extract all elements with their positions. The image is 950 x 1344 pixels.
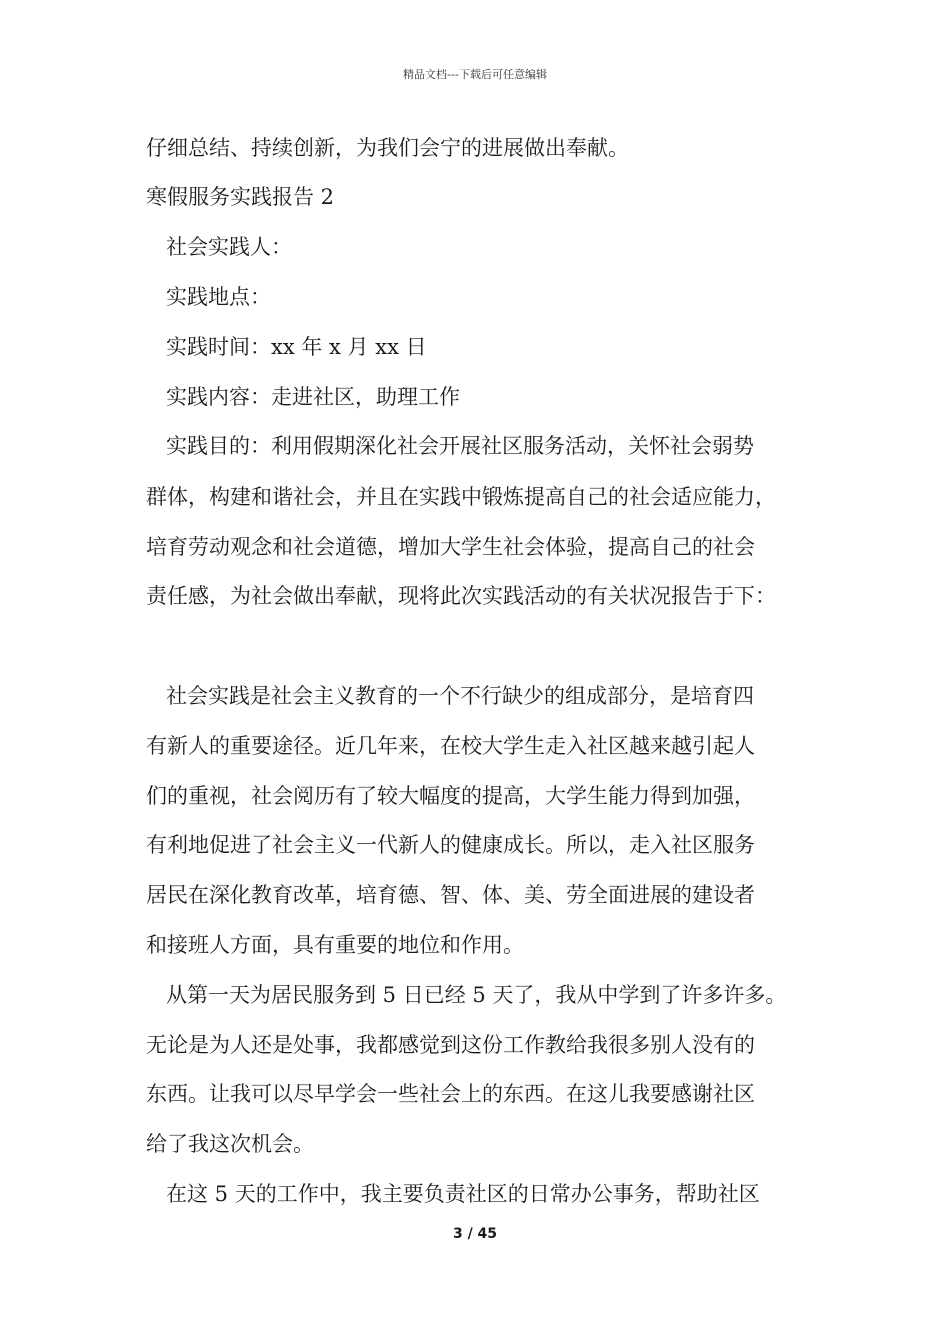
text-line: 社会实践是社会主义教育的一个不行缺少的组成部分，是培育四 — [166, 684, 754, 708]
text-line: 培育劳动观念和社会道德，增加大学生社会体验，提高自己的社会 — [146, 535, 755, 559]
text-line: 东西。让我可以尽早学会一些社会上的东西。在这儿我要感谢社区 — [146, 1082, 755, 1106]
text-line: 有利地促进了社会主义一代新人的健康成长。所以，走入社区服务 — [146, 833, 755, 857]
text-line: 无论是为人还是处事，我都感觉到这份工作教给我很多别人没有的 — [146, 1033, 755, 1057]
text-line: 居民在深化教育改革，培育德、智、体、美、劳全面进展的建设者 — [146, 883, 755, 907]
text-line: 群体，构建和谐社会，并且在实践中锻炼提高自己的社会适应能力， — [146, 485, 776, 509]
text-line: 从第一天为居民服务到 5 日已经 5 天了，我从中学到了许多许多。 — [166, 983, 787, 1007]
text-line: 们的重视，社会阅历有了较大幅度的提高，大学生能力得到加强， — [146, 784, 755, 808]
text-line: 社会实践人： — [166, 235, 292, 259]
section-heading: 寒假服务实践报告 2 — [146, 185, 335, 209]
text-line: 给了我这次机会。 — [146, 1132, 314, 1156]
text-line: 在这 5 天的工作中，我主要负责社区的日常办公事务，帮助社区 — [166, 1182, 760, 1206]
page-header: 精品文档---下载后可任意编辑 — [403, 68, 547, 81]
page-number: 3 / 45 — [452, 1226, 498, 1242]
text-line: 和接班人方面，具有重要的地位和作用。 — [146, 933, 524, 957]
text-line: 仔细总结、持续创新，为我们会宁的进展做出奉献。 — [146, 136, 629, 160]
text-line: 实践地点： — [166, 285, 271, 309]
text-line: 有新人的重要途径。近几年来，在校大学生走入社区越来越引起人 — [146, 734, 755, 758]
text-line: 实践时间：xx 年 x 月 xx 日 — [166, 335, 427, 359]
text-line: 责任感，为社会做出奉献，现将此次实践活动的有关状况报告于下： — [146, 584, 776, 608]
text-line: 实践目的：利用假期深化社会开展社区服务活动，关怀社会弱势 — [166, 434, 754, 458]
text-line: 实践内容：走进社区，助理工作 — [166, 385, 460, 409]
